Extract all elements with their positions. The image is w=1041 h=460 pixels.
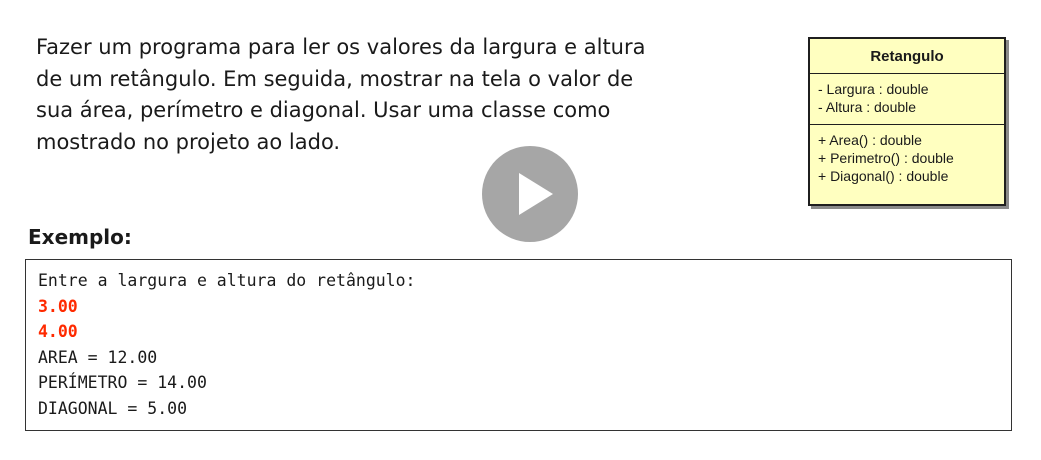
console-output-line: PERÍMETRO = 14.00: [38, 373, 207, 392]
console-output-line: AREA = 12.00: [38, 347, 158, 367]
example-heading: Exemplo:: [28, 225, 132, 249]
console-output-line: DIAGONAL = 5.00: [38, 398, 188, 418]
console-prompt-line: Entre a largura e altura do retângulo:: [38, 271, 416, 290]
console-input-line: 3.00: [38, 296, 78, 316]
uml-attribute: - Largura : double: [818, 81, 929, 97]
uml-method: + Diagonal() : double: [818, 168, 949, 184]
problem-statement: [36, 32, 756, 158]
play-icon: [482, 146, 578, 242]
console-input-line: 4.00: [38, 322, 78, 341]
play-button[interactable]: [482, 146, 578, 242]
statement-line: de um retângulo. Em seguida, mostrar na tela o valor de: [36, 66, 634, 91]
uml-method: + Perimetro() : double: [818, 150, 954, 166]
statement-line: mostrado no projeto ao lado.: [36, 129, 341, 154]
statement-line: sua área, perímetro e diagonal. Usar uma classe como: [36, 98, 611, 122]
uml-attribute: - Altura : double: [818, 99, 917, 115]
uml-method: + Area() : double: [818, 132, 922, 148]
uml-class-diagram: [808, 37, 1006, 206]
statement-line: Fazer um programa para ler os valores da largura e altura: [36, 35, 646, 59]
uml-class-name: Retangulo: [810, 39, 1004, 74]
console-output: [25, 259, 1012, 431]
uml-attributes: [810, 74, 1004, 125]
uml-methods: [810, 125, 1004, 185]
